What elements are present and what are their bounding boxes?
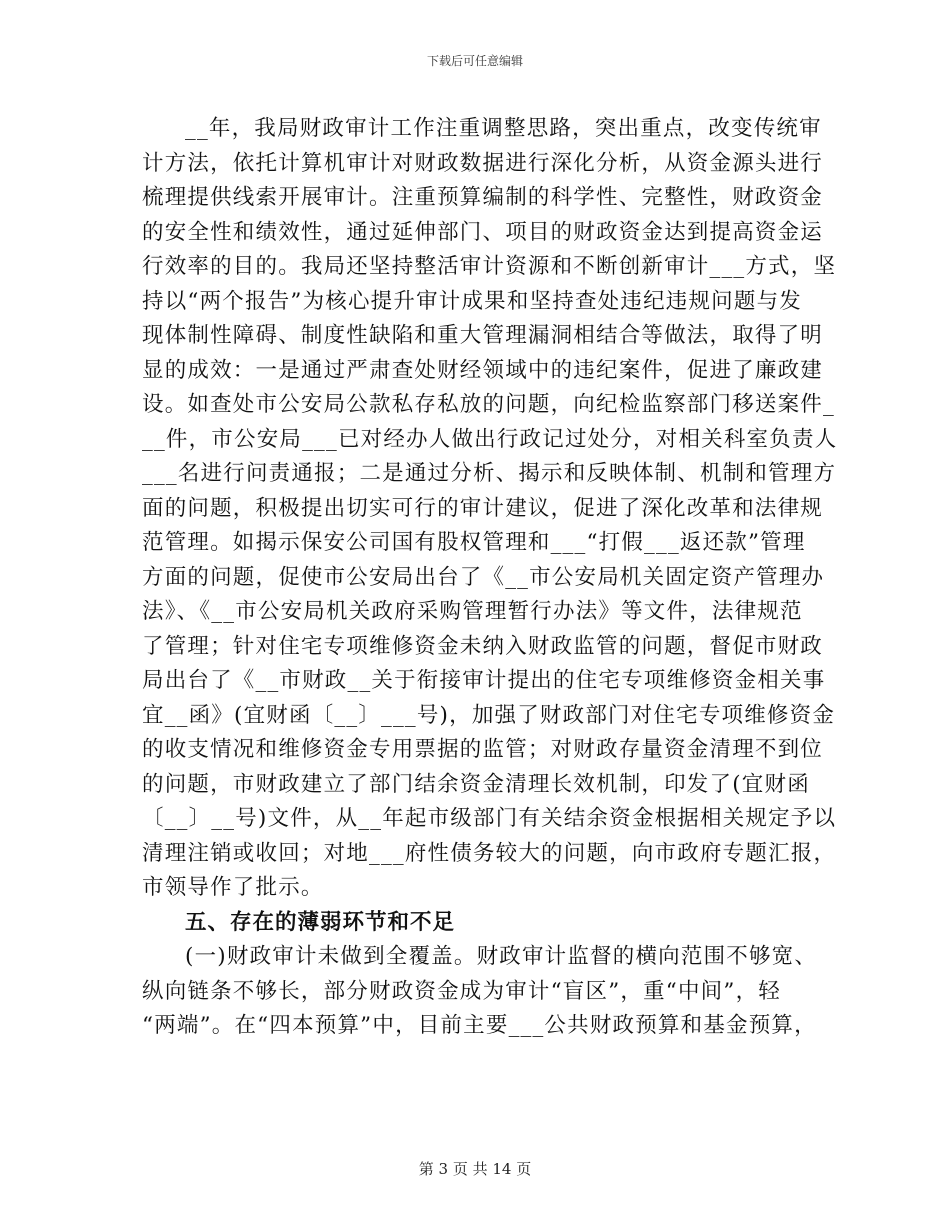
paragraph-line: 持以“两个报告”为核心提升审计成果和坚持查处违纪违规问题与发 xyxy=(142,288,802,314)
page-header: 下载后可任意编辑 xyxy=(426,54,523,68)
paragraph-line: 范管理。如揭示保安公司国有股权管理和___“打假___返还款”管理 xyxy=(142,530,806,555)
paragraph-line: 局出台了《__市财政__关于衔接审计提出的住宅专项维修资金相关事 xyxy=(142,668,826,693)
paragraph-line: ___名进行问责通报；二是通过分析、揭示和反映体制、机制和管理方 xyxy=(142,461,837,486)
paragraph-line: (一)财政审计未做到全覆盖。财政审计监督的横向范围不够宽、 xyxy=(185,944,818,969)
paragraph-line: 的问题，市财政建立了部门结余资金清理长效机制，印发了(宜财函 xyxy=(142,771,810,797)
paragraph-line: 现体制性障碍、制度性缺陷和重大管理漏洞相结合等做法，取得了明 xyxy=(142,323,824,348)
section-heading: 五、存在的薄弱环节和不足 xyxy=(185,909,456,935)
paragraph-line: 宜__函》(宜财函〔__〕___号)，加强了财政部门对住宅专项维修资金 xyxy=(142,702,836,728)
paragraph-line: __年，我局财政审计工作注重调整思路，突出重点，改变传统审 xyxy=(185,116,822,141)
paragraph-line: 清理注销或收回；对地___府性债务较大的问题，向市政府专题汇报， xyxy=(142,840,837,866)
paragraph-line: 法》、《__市公安局机关政府采购管理暂行办法》等文件，法律规范 xyxy=(142,599,803,624)
paragraph-line: 的收支情况和维修资金专用票据的监管；对财政存量资金清理不到位 xyxy=(142,737,824,762)
paragraph-line: 梳理提供线索开展审计。注重预算编制的科学性、完整性，财政资金 xyxy=(142,185,824,210)
paragraph-line: 面的问题，积极提出切实可行的审计建议，促进了深化改革和法律规 xyxy=(142,495,824,521)
paragraph-line: 计方法，依托计算机审计对财政数据进行深化分析，从资金源头进行 xyxy=(142,150,824,176)
paragraph-line: 方面的问题，促使市公安局出台了《__市公安局机关固定资产管理办 xyxy=(142,564,825,590)
paragraph-line: 显的成效：一是通过严肃查处财经领域中的违纪案件，促进了廉政建 xyxy=(142,357,824,383)
paragraph-line: 的安全性和绩效性，通过延伸部门、项目的财政资金达到提高资金运 xyxy=(142,219,824,245)
paragraph-line: 纵向链条不够长，部分财政资金成为审计“盲区”，重“中间”，轻 xyxy=(142,978,781,1004)
paragraph-line: 〔__〕__号)文件，从__年起市级部门有关结余资金根据相关规定予以 xyxy=(142,806,837,831)
paragraph-line: 市领导作了批示。 xyxy=(142,875,324,900)
paragraph-line: 了管理；针对住宅专项维修资金未纳入财政监管的问题，督促市财政 xyxy=(142,633,824,659)
paragraph-line: 行效率的目的。我局还坚持整活审计资源和不断创新审计___方式，坚 xyxy=(142,254,837,279)
paragraph-line: 设。如查处市公安局公款私存私放的问题，向纪检监察部门移送案件_ xyxy=(142,392,835,417)
page-number: 第 3 页 共 14 页 xyxy=(418,1160,532,1178)
paragraph-line: __件，市公安局___已对经办人做出行政记过处分，对相关科室负责人 xyxy=(142,426,838,452)
paragraph-line: “两端”。在“四本预算”中，目前主要___公共财政预算和基金预算， xyxy=(142,1013,817,1038)
document-body xyxy=(142,112,838,1044)
